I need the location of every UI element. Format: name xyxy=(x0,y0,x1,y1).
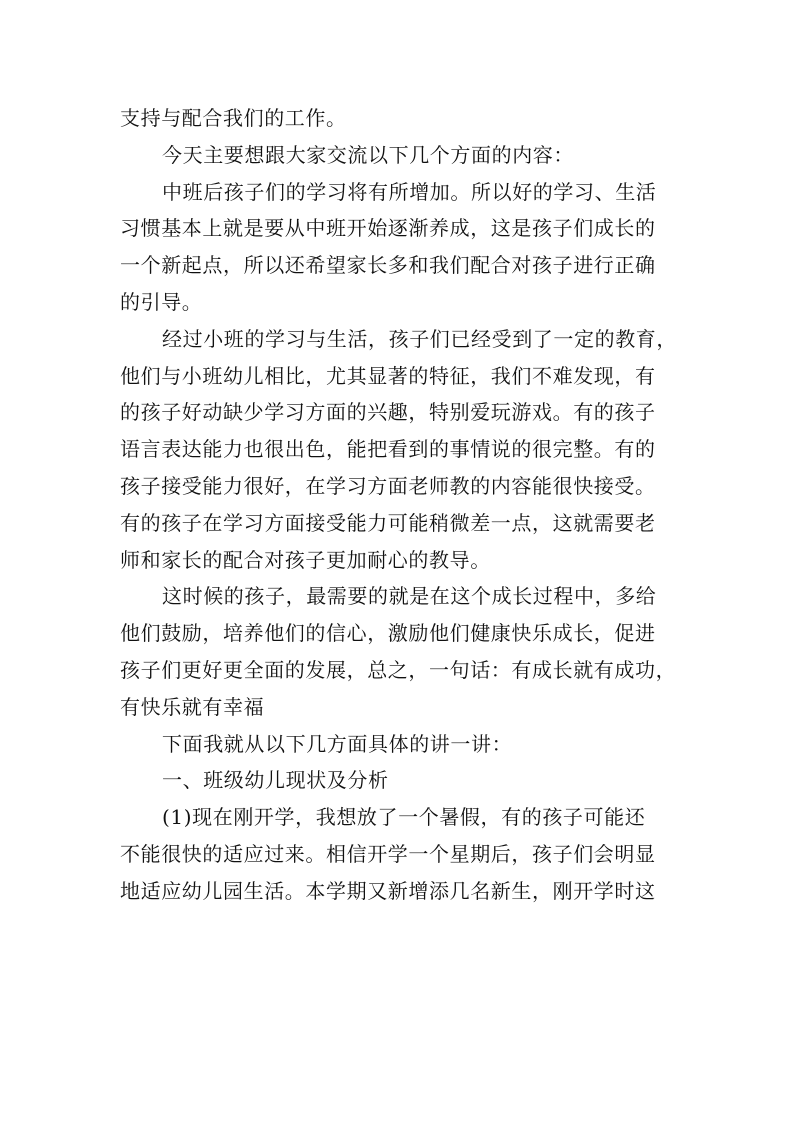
text-line: 地适应幼儿园生活。本学期又新增添几名新生，刚开学时这 xyxy=(120,878,656,903)
text-line: 一个新起点，所以还希望家长多和我们配合对孩子进行正确 xyxy=(120,253,656,278)
text-line: 经过小班的学习与生活，孩子们已经受到了一定的教育， xyxy=(162,326,677,351)
section-heading: 一、班级幼儿现状及分析 xyxy=(162,768,389,793)
text-line: 中班后孩子们的学习将有所增加。所以好的学习、生活 xyxy=(162,179,657,204)
text-line: 他们与小班幼儿相比，尤其显著的特征，我们不难发现，有 xyxy=(120,363,656,388)
text-line: 的孩子好动缺少学习方面的兴趣，特别爱玩游戏。有的孩子 xyxy=(120,400,656,425)
text-line: 支持与配合我们的工作。 xyxy=(120,106,347,130)
text-line: 孩子们更好更全面的发展，总之，一句话：有成长就有成功， xyxy=(120,657,677,682)
text-line: 有的孩子在学习方面接受能力可能稍微差一点，这就需要老 xyxy=(120,510,656,535)
text-line: 这时候的孩子，最需要的就是在这个成长过程中，多给 xyxy=(162,584,657,609)
text-line: (1)现在刚开学，我想放了一个暑假，有的孩子可能还 xyxy=(162,805,646,830)
text-line: 语言表达能力也很出色，能把看到的事情说的很完整。有的 xyxy=(120,437,656,462)
text-line: 今天主要想跟大家交流以下几个方面的内容： xyxy=(162,142,574,167)
text-line: 下面我就从以下几方面具体的讲一讲： xyxy=(162,731,513,756)
text-line: 不能很快的适应过来。相信开学一个星期后，孩子们会明显 xyxy=(120,841,656,866)
text-line: 习惯基本上就是要从中班开始逐渐养成，这是孩子们成长的 xyxy=(120,216,656,241)
text-line: 有快乐就有幸福 xyxy=(120,694,265,719)
text-line: 他们鼓励，培养他们的信心，激励他们健康快乐成长，促进 xyxy=(120,621,656,646)
document-body xyxy=(120,100,690,910)
text-line: 师和家长的配合对孩子更加耐心的教导。 xyxy=(120,547,491,572)
text-line: 孩子接受能力很好，在学习方面老师教的内容能很快接受。 xyxy=(120,473,656,498)
text-line: 的引导。 xyxy=(120,289,203,314)
